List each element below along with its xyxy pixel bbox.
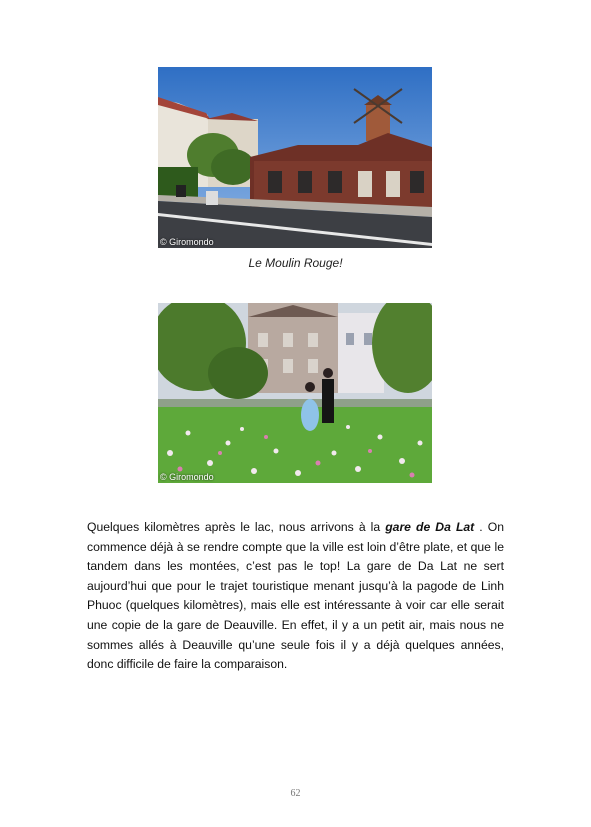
place-name-emphasis: gare de Da Lat <box>385 520 475 534</box>
paragraph-text: Quelques kilomètres après le lac, nous arrivons à la <box>87 520 386 534</box>
moulin-rouge-image <box>158 67 432 248</box>
body-paragraph <box>87 518 504 675</box>
photo-flower-field <box>158 303 432 483</box>
paragraph-text: . On commence déjà à se rendre compte que la ville est loin d’être plate, et que le tandem dans les montées, c’est pas le top! La gare de Da Lat ne sert aujourd’hui que pour le trajet touristique menant jusqu’à la pagode de Linh Phuoc (quelques kilomètres), mais elle est intéressante à voir car elle serait une copie de la gare de Deauville. En effet, il y a un petit air, mais nous ne sommes allés à Deauville qu’une seule fois il y a déjà quelques années, donc difficile de faire la comparaison. <box>87 520 504 672</box>
photo-credit: © Giromondo <box>160 237 214 247</box>
photo-credit: © Giromondo <box>160 472 214 482</box>
flower-field-image <box>158 303 432 483</box>
photo-caption: Le Moulin Rouge! <box>248 256 343 270</box>
photo-moulin-rouge <box>158 67 432 248</box>
page-number: 62 <box>290 788 301 799</box>
